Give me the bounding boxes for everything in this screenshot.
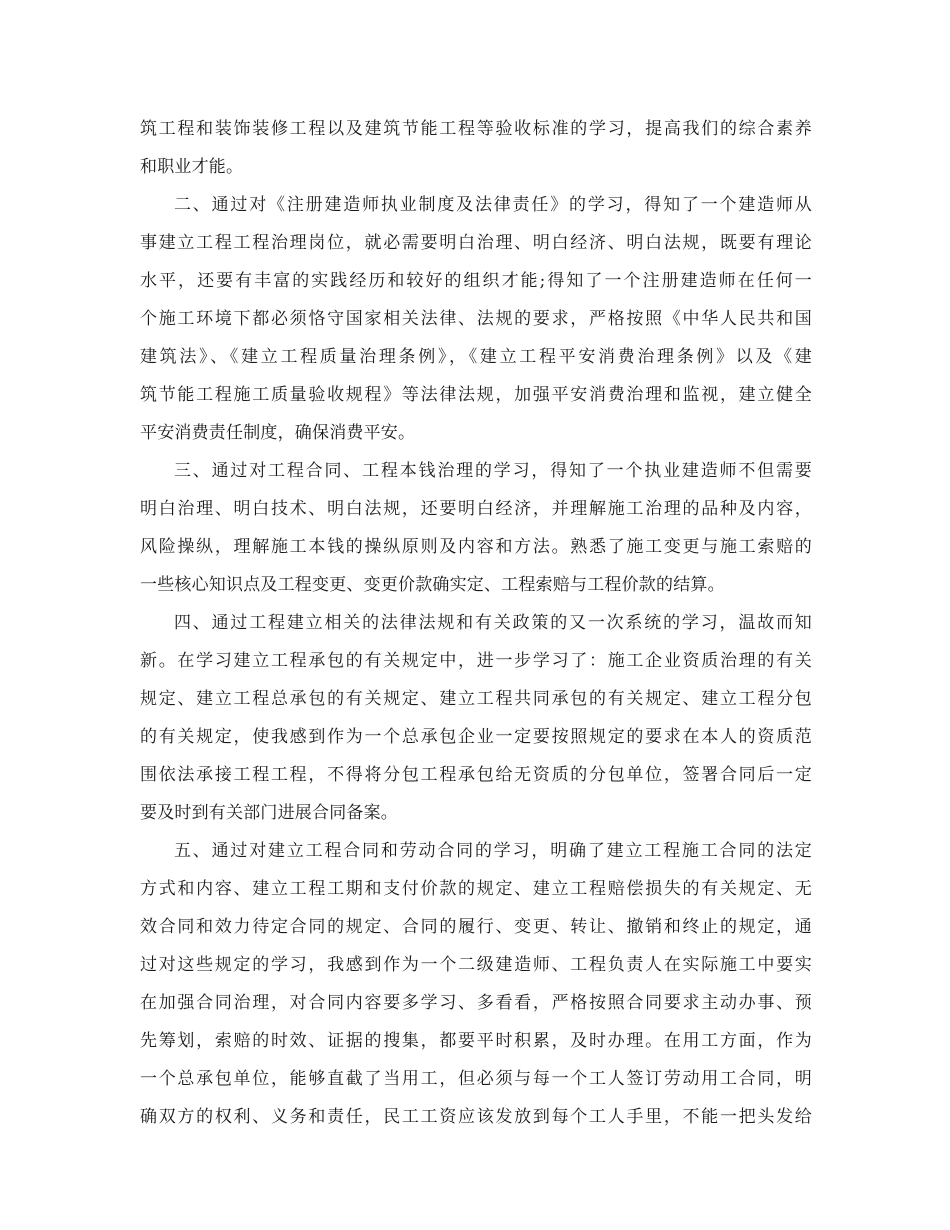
text-line: 新。在学习建立工程承包的有关规定中，进一步学习了：施工企业资质治理的有关	[140, 651, 812, 671]
text-line: 过对这些规定的学习，我感到作为一个二级建造师、工程负责人在实际施工中要实	[140, 955, 812, 975]
text-line: 五、通过对建立工程合同和劳动合同的学习，明确了建立工程施工合同的法定	[174, 841, 812, 861]
text-line: 风险操纵，理解施工本钱的操纵原则及内容和方法。熟悉了施工变更与施工索赔的	[140, 537, 812, 557]
text-line: 要及时到有关部门进展合同备案。	[140, 803, 398, 823]
text-line: 平安消费责任制度，确保消费平安。	[140, 423, 416, 443]
text-line: 水平，还要有丰富的实践经历和较好的组织才能;得知了一个注册建造师在任何一	[140, 271, 812, 291]
text-line: 确双方的权利、义务和责任，民工工资应该发放到每个工人手里，不能一把头发给	[140, 1107, 812, 1127]
text-line: 一个总承包单位，能够直截了当用工，但必须与每一个工人签订劳动用工合同，明	[140, 1069, 812, 1089]
text-line: 三、通过对工程合同、工程本钱治理的学习，得知了一个执业建造师不但需要	[174, 461, 812, 481]
document-body	[140, 110, 812, 1136]
text-line: 方式和内容、建立工程工期和支付价款的规定、建立工程赔偿损失的有关规定、无	[140, 879, 812, 899]
text-line: 和职业才能。	[140, 157, 244, 177]
text-line: 筑工程和装饰装修工程以及建筑节能工程等验收标准的学习，提高我们的综合素养	[140, 119, 812, 139]
text-line: 建筑法》、《建立工程质量治理条例》，《建立工程平安消费治理条例》以及《建	[140, 347, 812, 367]
text-line: 一些核心知识点及工程变更、变更价款确实定、工程索赔与工程价款的结算。	[140, 575, 725, 595]
text-line: 先筹划，索赔的时效、证据的搜集，都要平时积累，及时办理。在用工方面，作为	[140, 1031, 812, 1051]
text-line: 二、通过对《注册建造师执业制度及法律责任》的学习，得知了一个建造师从	[174, 195, 812, 215]
text-line: 个施工环境下都必须恪守国家相关法律、法规的要求，严格按照《中华人民共和国	[140, 309, 812, 329]
text-line: 在加强合同治理，对合同内容要多学习、多看看，严格按照合同要求主动办事、预	[140, 993, 812, 1013]
text-line: 事建立工程工程治理岗位，就必需要明白治理、明白经济、明白法规，既要有理论	[140, 233, 812, 253]
text-line: 效合同和效力待定合同的规定、合同的履行、变更、转让、撤销和终止的规定，通	[140, 917, 812, 937]
text-line: 规定、建立工程总承包的有关规定、建立工程共同承包的有关规定、建立工程分包	[140, 689, 812, 709]
text-line: 明白治理、明白技术、明白法规，还要明白经济，并理解施工治理的品种及内容，	[140, 499, 812, 519]
text-line: 四、通过工程建立相关的法律法规和有关政策的又一次系统的学习，温故而知	[174, 613, 812, 633]
text-line: 筑节能工程施工质量验收规程》等法律法规，加强平安消费治理和监视，建立健全	[140, 385, 812, 405]
text-line: 围依法承接工程工程，不得将分包工程承包给无资质的分包单位，签署合同后一定	[140, 765, 812, 785]
text-line: 的有关规定，使我感到作为一个总承包企业一定要按照规定的要求在本人的资质范	[140, 727, 812, 747]
